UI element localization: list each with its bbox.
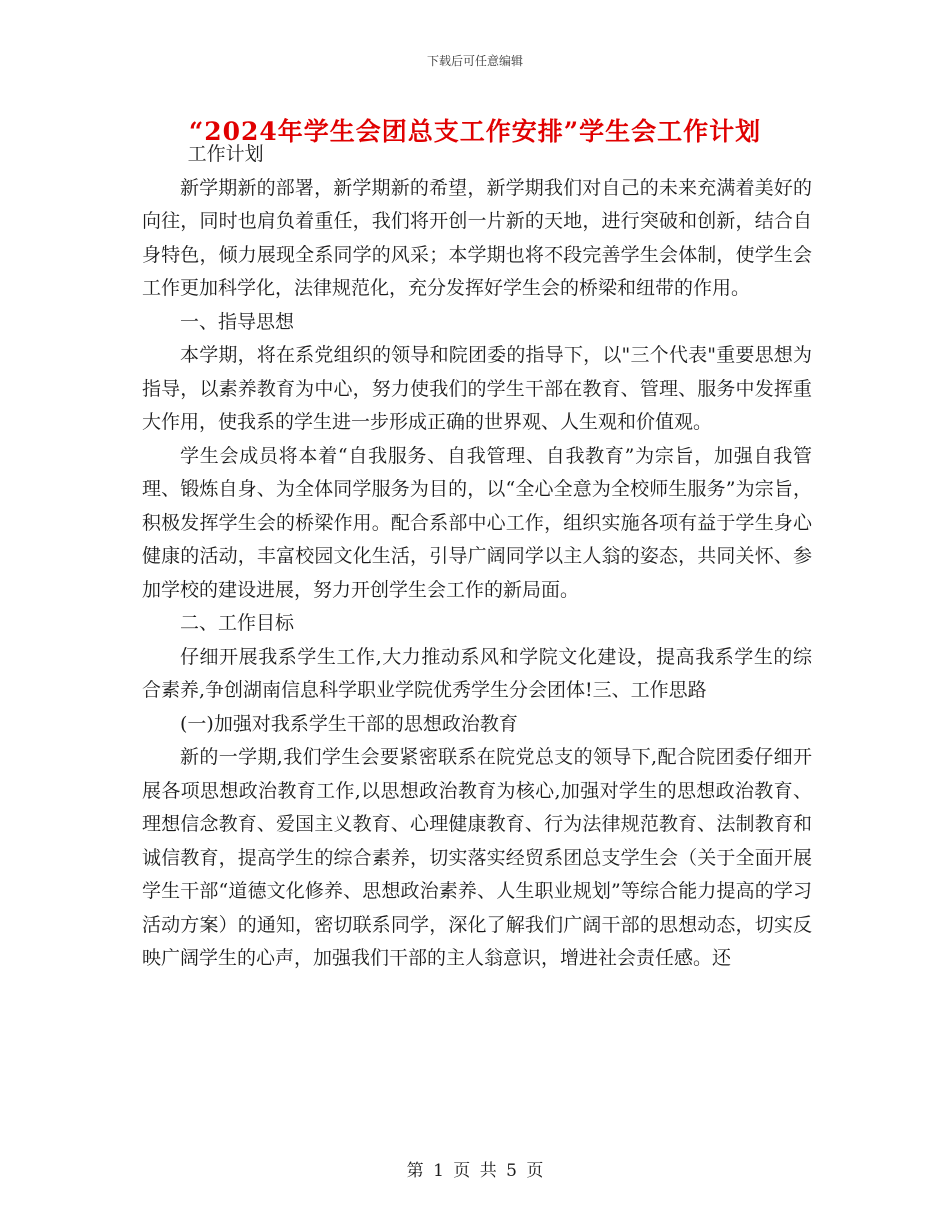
document-subtitle: 工作计划 bbox=[187, 143, 264, 165]
section-heading-work-goals: 二、工作目标 bbox=[180, 612, 295, 634]
paragraph-intro: 新学期新的部署，新学期新的希望，新学期我们对自己的未来充满着美好的向往，同时也肩负着重任，我们将开创一片新的天地，进行突破和创新，结合自身特色，倾力展现全系同学的风采；本学期也将不段完善学生会体制，使学生会工作更加科学化，法律规范化，充分发挥好学生会的桥梁和纽带的作用。 bbox=[142, 176, 812, 299]
subsection-heading-political-education: (一)加强对我系学生干部的思想政治教育 bbox=[180, 712, 518, 735]
paragraph-guiding-ideology: 本学期，将在系党组织的领导和院团委的指导下，以"三个代表"重要思想为指导，以素养教育为中心，努力使我们的学生干部在教育、管理、服务中发挥重大作用，使我系的学生进一步形成正确的世界观、人生观和价值观。 bbox=[142, 344, 812, 433]
page-footer: 第 1 页 共 5 页 bbox=[406, 1161, 544, 1181]
paragraph-political-education: 新的一学期,我们学生会要紧密联系在院党总支的领导下,配合院团委仔细开展各项思想政治教育工作,以思想政治教育为核心,加强对学生的思想政治教育、理想信念教育、爱国主义教育、心理健康教育、行为法律规范教育、法制教育和诚信教育，提高学生的综合素养，切实落实经贸系团总支学生会（关于全面开展学生干部“道德文化修养、思想政治素养、人生职业规划”等综合能力提高的学习活动方案）的通知，密切联系同学，深化了解我们广阔干部的思想动态，切实反映广阔学生的心声，加强我们干部的主人翁意识，增进社会责任感。还 bbox=[142, 746, 812, 969]
document-body bbox=[142, 138, 812, 976]
header-note: 下载后可任意编辑 bbox=[426, 54, 523, 68]
section-heading-guiding-ideology: 一、指导思想 bbox=[180, 310, 295, 333]
paragraph-work-goals: 仔细开展我系学生工作,大力推动系风和学院文化建设，提高我系学生的综合素养,争创湖南信息科学职业学院优秀学生分会团体!三、工作思路 bbox=[142, 645, 812, 701]
paragraph-purpose: 学生会成员将本着“自我服务、自我管理、自我教育”为宗旨，加强自我管理、锻炼自身、为全体同学服务为目的，以“全心全意为全校师生服务”为宗旨，积极发挥学生会的桥梁作用。配合系部中心工作，组织实施各项有益于学生身心健康的活动，丰富校园文化生活，引导广阔同学以主人翁的姿态，共同关怀、参加学校的建设进展，努力开创学生会工作的新局面。 bbox=[142, 444, 812, 601]
document-title: “2024年学生会团总支工作安排”学生会工作计划 bbox=[188, 117, 762, 146]
